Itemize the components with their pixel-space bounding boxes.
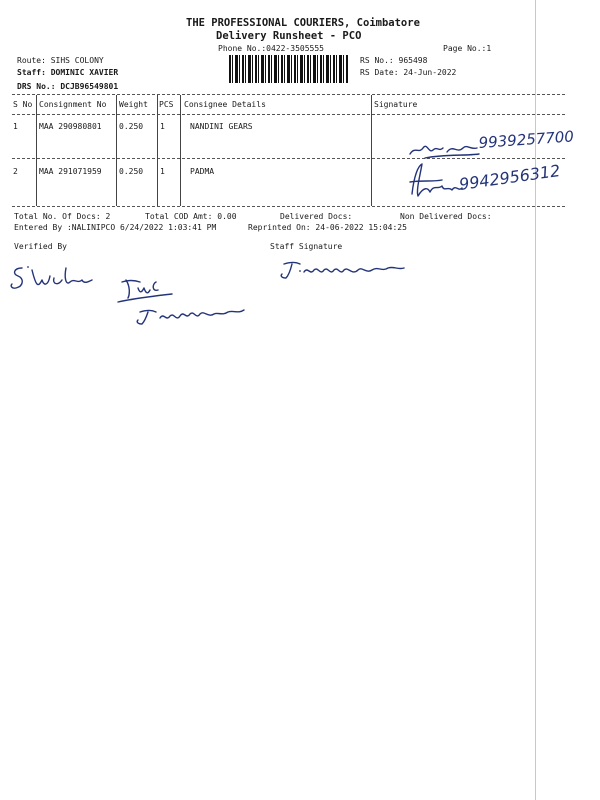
- col-header-consignment: Consignment No: [39, 100, 107, 109]
- table-header-rule: [12, 114, 565, 115]
- document-title: Delivery Runsheet - PCO: [216, 30, 362, 42]
- col-header-sno: S No: [13, 100, 33, 109]
- col-header-weight: Weight: [119, 100, 148, 109]
- reprinted-on: Reprinted On: 24-06-2022 15:04:25: [248, 223, 407, 232]
- page-number: Page No.:1: [443, 44, 492, 53]
- route: Route: SIHS COLONY: [17, 56, 104, 65]
- staff-signature-label: Staff Signature: [270, 242, 343, 251]
- drs-number: DRS No.: DCJB96549801: [17, 82, 119, 91]
- staff-signature: [278, 256, 428, 286]
- verifier-initials: [118, 272, 278, 332]
- row-consignment-no: MAA 291071959: [39, 167, 102, 176]
- col-divider: [36, 95, 37, 206]
- page-edge-line: [535, 0, 536, 800]
- rs-number: RS No.: 965498: [360, 56, 428, 65]
- row-consignee: PADMA: [190, 167, 215, 176]
- row-weight: 0.250: [119, 122, 144, 131]
- row-sno: 1: [13, 122, 18, 131]
- row-consignee: NANDINI GEARS: [190, 122, 253, 131]
- staff-name: Staff: DOMINIC XAVIER: [17, 68, 119, 77]
- entered-by: Entered By :NALINIPCO 6/24/2022 1:03:41 PM: [14, 223, 217, 232]
- row-sno: 2: [13, 167, 18, 176]
- col-divider: [180, 95, 181, 206]
- col-header-signature: Signature: [374, 100, 418, 109]
- delivered-docs: Delivered Docs:: [280, 212, 353, 221]
- non-delivered-docs: Non Delivered Docs:: [400, 212, 492, 221]
- row-weight: 0.250: [119, 167, 144, 176]
- total-cod: Total COD Amt: 0.00: [145, 212, 237, 221]
- recipient-signature-2: [408, 156, 588, 206]
- row-pcs: 1: [160, 122, 165, 131]
- col-header-consignee: Consignee Details: [184, 100, 266, 109]
- phone-number: Phone No.:0422-3505555: [218, 44, 324, 53]
- row-pcs: 1: [160, 167, 165, 176]
- table-top-rule: [12, 94, 565, 95]
- col-divider: [116, 95, 117, 206]
- col-divider: [157, 95, 158, 206]
- col-divider: [371, 95, 372, 206]
- recipient-phone-1: 9939257700: [478, 127, 575, 152]
- company-name: THE PROFESSIONAL COURIERS, Coimbatore: [186, 17, 420, 29]
- total-docs: Total No. Of Docs: 2: [14, 212, 111, 221]
- row-consignment-no: MAA 290980801: [39, 122, 102, 131]
- barcode: [229, 55, 349, 83]
- recipient-phone-2: 9942956312: [457, 160, 562, 194]
- rs-date: RS Date: 24-Jun-2022: [360, 68, 457, 77]
- verifier-signature: [8, 258, 118, 298]
- verified-by-label: Verified By: [14, 242, 67, 251]
- col-header-pcs: PCS: [159, 100, 174, 109]
- table-bottom-rule: [12, 206, 565, 207]
